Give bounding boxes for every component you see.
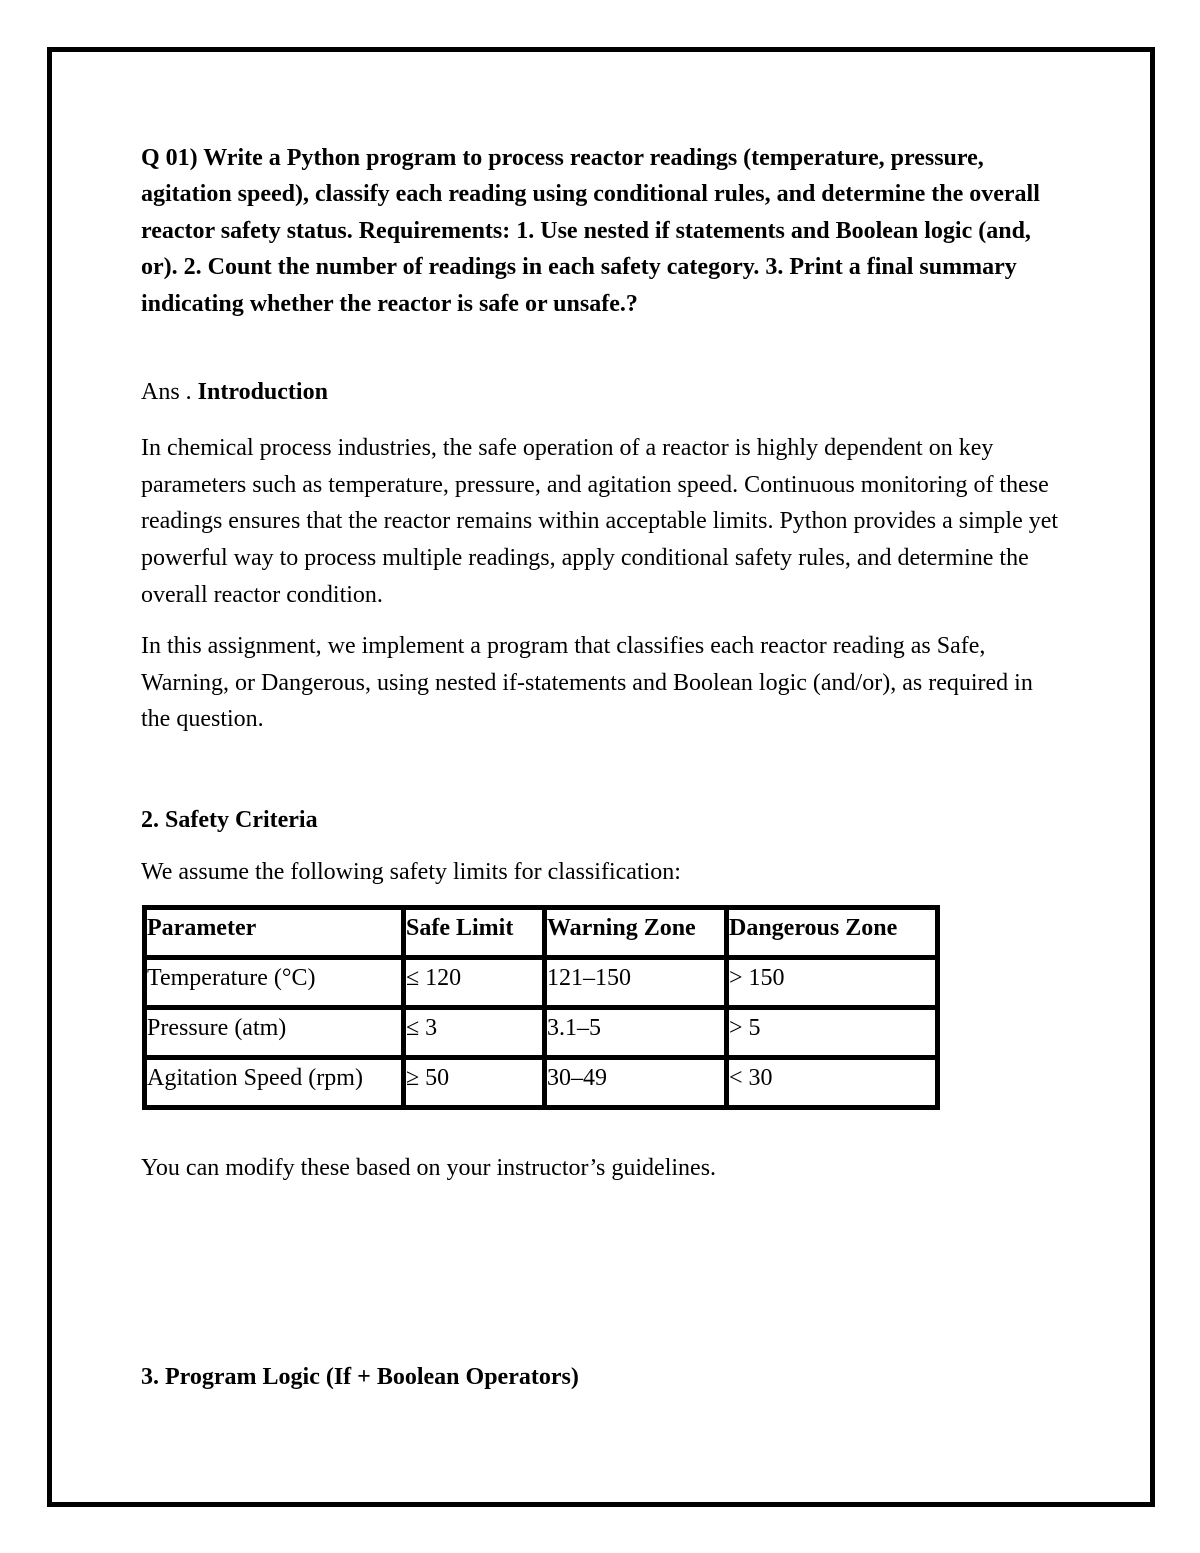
table-header-cell: Parameter xyxy=(145,908,404,958)
table-cell: > 150 xyxy=(727,958,938,1008)
intro-paragraph-1: In chemical process industries, the safe operation of a reactor is highly dependent on key parameters such as temperature, pressure, and agitation speed. Continuous monitoring of these readings ensures that the reactor remains within acceptable limits. Python provides a simple yet powerful way to process multiple readings, apply conditional safety rules, and determine the overall reactor condition. xyxy=(141,435,1059,608)
safety-criteria-heading: 2. Safety Criteria xyxy=(141,807,318,833)
table-row xyxy=(145,1008,938,1058)
intro-paragraph-2: In this assignment, we implement a program that classifies each reactor reading as Safe, Warning, or Dangerous, using nested if-statements and Boolean logic (and/or), as required in the question. xyxy=(141,633,1033,733)
table-cell: ≥ 50 xyxy=(404,1058,545,1108)
table-cell: ≤ 120 xyxy=(404,958,545,1008)
program-logic-heading: 3. Program Logic (If + Boolean Operators) xyxy=(141,1364,579,1390)
safety-criteria-intro: We assume the following safety limits for classification: xyxy=(141,859,681,885)
table-header-row xyxy=(145,908,938,958)
table-cell: Agitation Speed (rpm) xyxy=(145,1058,404,1108)
introduction-heading: Introduction xyxy=(197,379,328,405)
safety-criteria-table xyxy=(142,905,940,1110)
table-cell: 3.1–5 xyxy=(545,1008,727,1058)
table-cell: Temperature (°C) xyxy=(145,958,404,1008)
table-cell: > 5 xyxy=(727,1008,938,1058)
table-cell: 121–150 xyxy=(545,958,727,1008)
table-cell: ≤ 3 xyxy=(404,1008,545,1058)
table-header-cell: Warning Zone xyxy=(545,908,727,958)
table-row xyxy=(145,1058,938,1108)
table-header-cell: Dangerous Zone xyxy=(727,908,938,958)
table-cell: < 30 xyxy=(727,1058,938,1108)
answer-prefix: Ans . xyxy=(141,379,192,405)
table-header-cell: Safe Limit xyxy=(404,908,545,958)
criteria-note: You can modify these based on your instructor’s guidelines. xyxy=(141,1155,717,1181)
question-text: Q 01) Write a Python program to process reactor readings (temperature, pressure, agitation speed), classify each reading using conditional rules, and determine the overall reactor safety status. Requirements: 1. Use nested if statements and Boolean logic (and, or). 2. Count the number of readings in each safety category. 3. Print a final summary indicating whether the reactor is safe or unsafe.? xyxy=(141,145,1040,317)
answer-line xyxy=(141,377,328,407)
document-content xyxy=(141,140,1061,1390)
table-row xyxy=(145,958,938,1008)
table-cell: Pressure (atm) xyxy=(145,1008,404,1058)
table-cell: 30–49 xyxy=(545,1058,727,1108)
